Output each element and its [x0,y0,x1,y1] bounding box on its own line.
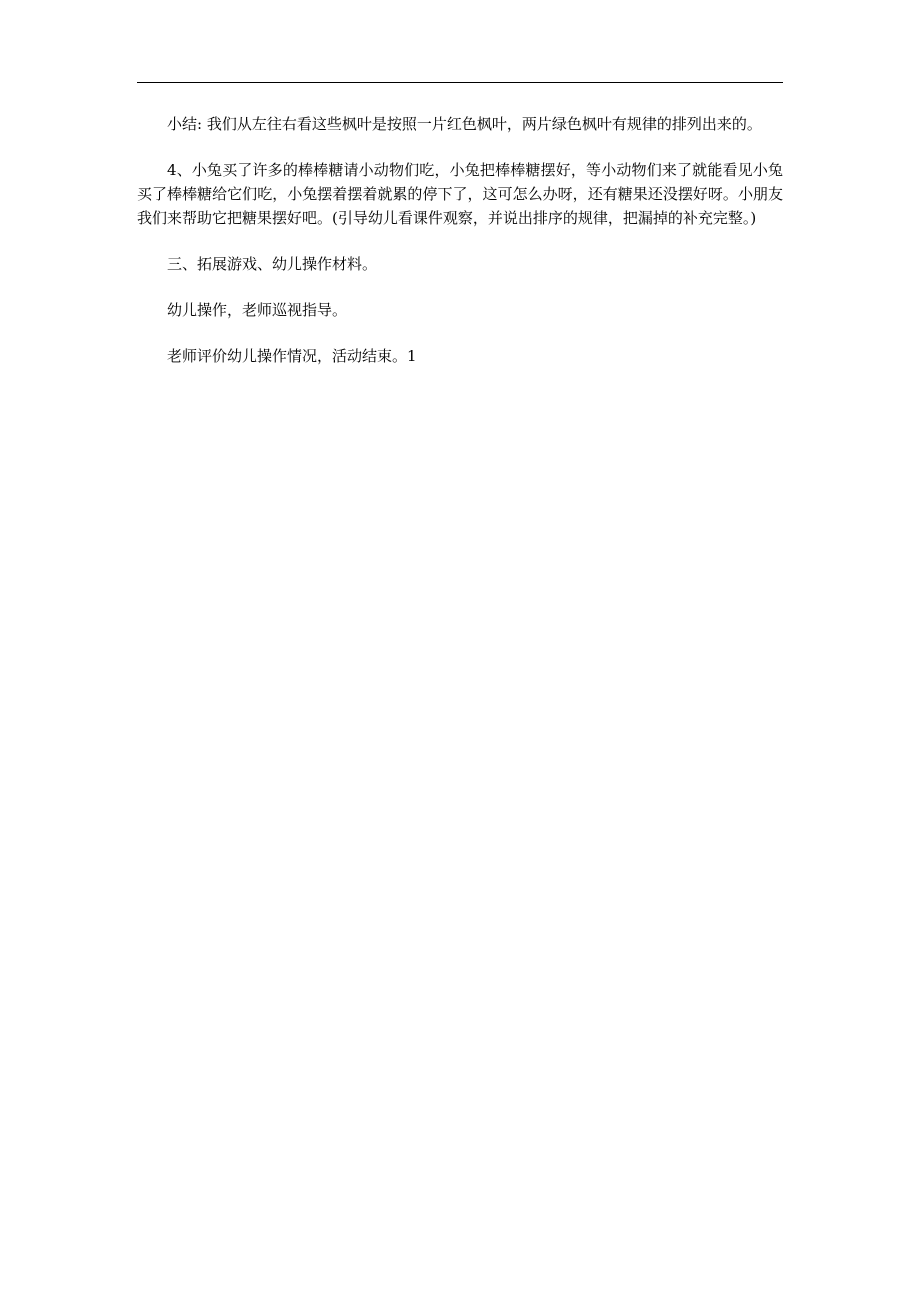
header-rule [137,82,783,83]
paragraph-step-4: 4、小兔买了许多的棒棒糖请小动物们吃，小兔把棒棒糖摆好，等小动物们来了就能看见小兔买了棒棒糖给它们吃，小兔摆着摆着就累的停下了，这可怎么办呀，还有糖果还没摆好呀。小朋友我们来帮助它把糖果摆好吧。(引导幼儿看课件观察，并说出排序的规律，把漏掉的补充完整。) [137,161,783,227]
paragraph-section-3: 三、拓展游戏、幼儿操作材料。 [167,255,378,273]
paragraph-children-operation: 幼儿操作，老师巡视指导。 [167,301,348,319]
document-body [137,112,783,390]
paragraph-teacher-evaluation: 老师评价幼儿操作情况，活动结束。1 [167,347,417,365]
paragraph-summary: 小结: 我们从左往右看这些枫叶是按照一片红色枫叶，两片绿色枫叶有规律的排列出来的。 [167,115,762,133]
